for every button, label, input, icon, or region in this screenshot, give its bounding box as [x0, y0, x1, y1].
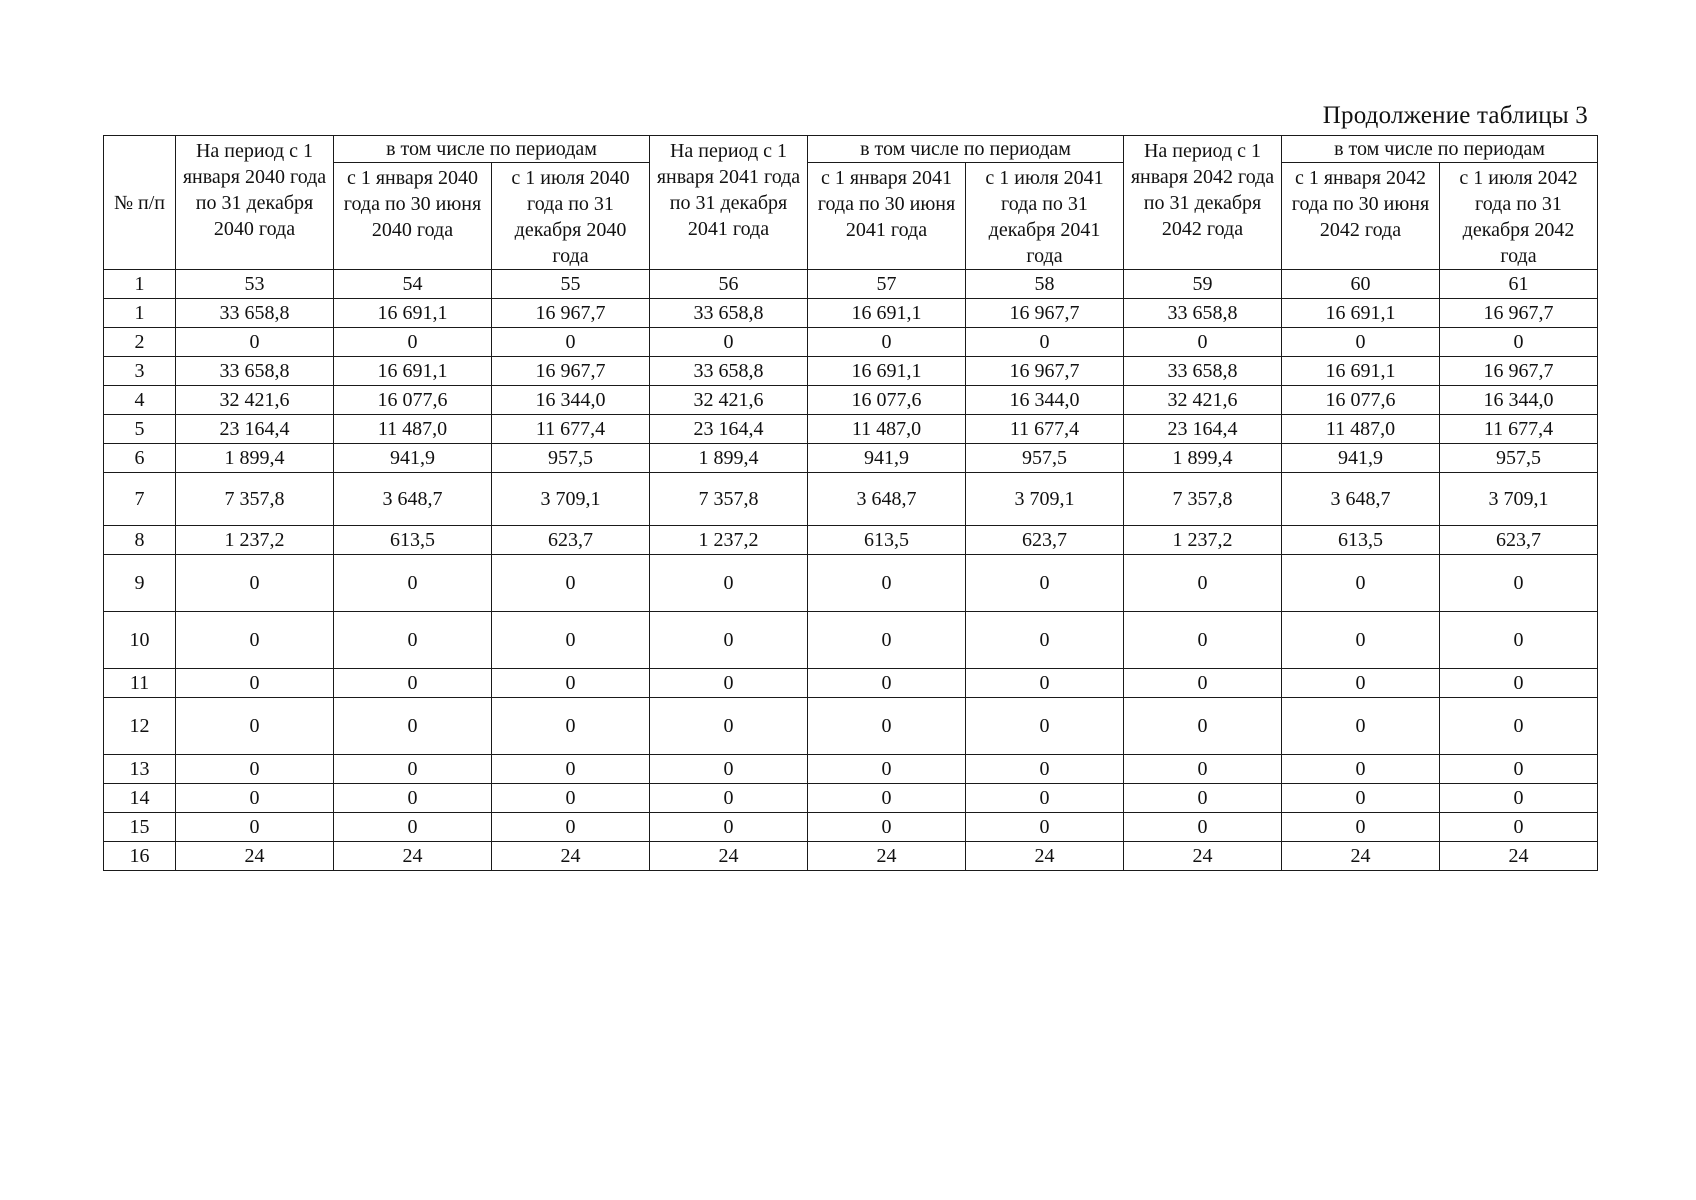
table-cell: 0 — [334, 698, 492, 755]
table-cell: 0 — [1440, 328, 1598, 357]
table-cell: 0 — [1440, 669, 1598, 698]
table-cell: 24 — [1124, 842, 1282, 871]
table-cell: 0 — [650, 669, 808, 698]
table-cell: 0 — [334, 755, 492, 784]
table-cell: 957,5 — [492, 444, 650, 473]
table-row — [104, 842, 1598, 871]
table-cell: 0 — [650, 612, 808, 669]
table-cell: 0 — [966, 813, 1124, 842]
table-cell: 3 709,1 — [492, 473, 650, 526]
table-cell: 0 — [650, 755, 808, 784]
row-number-cell: 10 — [104, 612, 176, 669]
table-cell: 0 — [1282, 328, 1440, 357]
table-cell: 33 658,8 — [176, 299, 334, 328]
table-cell: 0 — [492, 612, 650, 669]
table-cell: 0 — [176, 612, 334, 669]
table-cell: 0 — [966, 698, 1124, 755]
table-cell: 11 677,4 — [1440, 415, 1598, 444]
table-cell: 0 — [1124, 328, 1282, 357]
table-cell: 0 — [1282, 612, 1440, 669]
table-row — [104, 755, 1598, 784]
table-cell: 941,9 — [334, 444, 492, 473]
column-number-cell: 61 — [1440, 270, 1598, 299]
table-cell: 941,9 — [1282, 444, 1440, 473]
column-number-cell: 56 — [650, 270, 808, 299]
header-2040-second-half: с 1 июля 2040 года по 31 декабря 2040 года — [492, 163, 650, 270]
table-cell: 16 691,1 — [808, 299, 966, 328]
table-row — [104, 612, 1598, 669]
table-cell: 0 — [1282, 813, 1440, 842]
table-cell: 24 — [334, 842, 492, 871]
table-cell: 16 967,7 — [492, 299, 650, 328]
table-cell: 0 — [176, 813, 334, 842]
row-number-cell: 6 — [104, 444, 176, 473]
table-cell: 3 709,1 — [966, 473, 1124, 526]
table-cell: 0 — [176, 784, 334, 813]
table-cell: 33 658,8 — [176, 357, 334, 386]
table-cell: 0 — [650, 328, 808, 357]
table-cell: 1 899,4 — [1124, 444, 1282, 473]
table-cell: 0 — [176, 555, 334, 612]
table-cell: 16 077,6 — [808, 386, 966, 415]
header-2041-first-half: с 1 января 2041 года по 30 июня 2041 года — [808, 163, 966, 270]
table-cell: 0 — [1440, 784, 1598, 813]
table-cell: 0 — [650, 813, 808, 842]
table-cell: 0 — [1282, 755, 1440, 784]
table-row — [104, 299, 1598, 328]
header-2042-first-half: с 1 января 2042 года по 30 июня 2042 года — [1282, 163, 1440, 270]
table-cell: 0 — [492, 784, 650, 813]
table-cell: 1 899,4 — [176, 444, 334, 473]
table-cell: 16 344,0 — [492, 386, 650, 415]
table-cell: 0 — [966, 669, 1124, 698]
table-cell: 3 709,1 — [1440, 473, 1598, 526]
column-number-cell: 53 — [176, 270, 334, 299]
table-cell: 0 — [176, 328, 334, 357]
table-cell: 24 — [1440, 842, 1598, 871]
table-cell: 23 164,4 — [1124, 415, 1282, 444]
table-cell: 0 — [650, 784, 808, 813]
header-2040-first-half: с 1 января 2040 года по 30 июня 2040 года — [334, 163, 492, 270]
table-cell: 0 — [1282, 784, 1440, 813]
table-row — [104, 526, 1598, 555]
column-number-row — [104, 270, 1598, 299]
table-cell: 16 967,7 — [966, 357, 1124, 386]
table-cell: 23 164,4 — [176, 415, 334, 444]
table-cell: 613,5 — [808, 526, 966, 555]
table-cell: 16 077,6 — [1282, 386, 1440, 415]
table-cell: 0 — [1282, 555, 1440, 612]
table-cell: 7 357,8 — [176, 473, 334, 526]
table-cell: 0 — [650, 698, 808, 755]
row-number-cell: 4 — [104, 386, 176, 415]
table-cell: 0 — [1124, 669, 1282, 698]
table-cell: 23 164,4 — [650, 415, 808, 444]
table-cell: 3 648,7 — [334, 473, 492, 526]
header-including-2041: в том числе по периодам — [808, 136, 1124, 163]
table-cell: 957,5 — [1440, 444, 1598, 473]
table-cell: 11 677,4 — [492, 415, 650, 444]
table-cell: 623,7 — [966, 526, 1124, 555]
row-number-cell: 1 — [104, 299, 176, 328]
table-cell: 0 — [334, 555, 492, 612]
table-cell: 0 — [808, 784, 966, 813]
table-cell: 0 — [492, 669, 650, 698]
table-continuation-caption: Продолжение таблицы 3 — [1322, 102, 1588, 129]
table-cell: 0 — [334, 612, 492, 669]
table-cell: 11 487,0 — [1282, 415, 1440, 444]
table-cell: 0 — [966, 784, 1124, 813]
table-cell: 623,7 — [1440, 526, 1598, 555]
table-cell: 0 — [492, 555, 650, 612]
table-cell: 0 — [808, 669, 966, 698]
table-cell: 0 — [176, 669, 334, 698]
table-cell: 0 — [966, 328, 1124, 357]
table-cell: 16 691,1 — [1282, 357, 1440, 386]
table-cell: 0 — [1124, 813, 1282, 842]
table-cell: 33 658,8 — [1124, 357, 1282, 386]
table-cell: 0 — [176, 698, 334, 755]
table-cell: 0 — [1124, 612, 1282, 669]
table-cell: 16 967,7 — [1440, 299, 1598, 328]
table-cell: 33 658,8 — [650, 357, 808, 386]
table-cell: 0 — [966, 555, 1124, 612]
table-cell: 0 — [1440, 612, 1598, 669]
row-number-cell: 16 — [104, 842, 176, 871]
table-cell: 0 — [1440, 813, 1598, 842]
table-cell: 0 — [1124, 755, 1282, 784]
header-period-2042: На период с 1 января 2042 года по 31 декабря 2042 года — [1124, 136, 1282, 270]
header-period-2040: На период с 1 января 2040 года по 31 декабря 2040 года — [176, 136, 334, 270]
table-cell: 16 691,1 — [1282, 299, 1440, 328]
table-cell: 24 — [966, 842, 1124, 871]
table-cell: 0 — [492, 813, 650, 842]
header-including-2042: в том числе по периодам — [1282, 136, 1598, 163]
table-row — [104, 357, 1598, 386]
table-cell: 32 421,6 — [176, 386, 334, 415]
table-cell: 623,7 — [492, 526, 650, 555]
table-cell: 957,5 — [966, 444, 1124, 473]
table-row — [104, 669, 1598, 698]
table-cell: 7 357,8 — [1124, 473, 1282, 526]
header-2041-second-half: с 1 июля 2041 года по 31 декабря 2041 года — [966, 163, 1124, 270]
table-cell: 0 — [1124, 698, 1282, 755]
row-number-cell: 14 — [104, 784, 176, 813]
header-num: № п/п — [104, 136, 176, 270]
table-cell: 16 967,7 — [966, 299, 1124, 328]
table-cell: 0 — [808, 612, 966, 669]
table-cell: 613,5 — [334, 526, 492, 555]
column-number-cell: 59 — [1124, 270, 1282, 299]
data-table — [103, 135, 1598, 871]
table-row — [104, 784, 1598, 813]
table-cell: 0 — [1282, 669, 1440, 698]
table-cell: 1 237,2 — [176, 526, 334, 555]
row-number-cell: 5 — [104, 415, 176, 444]
header-row-top — [104, 136, 1598, 163]
table-body — [104, 136, 1598, 871]
table-cell: 0 — [1124, 555, 1282, 612]
column-number-cell: 60 — [1282, 270, 1440, 299]
column-number-cell: 58 — [966, 270, 1124, 299]
row-number-cell: 2 — [104, 328, 176, 357]
table-cell: 0 — [1124, 784, 1282, 813]
column-number-cell: 54 — [334, 270, 492, 299]
table-cell: 0 — [492, 328, 650, 357]
row-number-cell: 7 — [104, 473, 176, 526]
column-number-cell: 57 — [808, 270, 966, 299]
row-number-cell: 3 — [104, 357, 176, 386]
table-cell: 0 — [1440, 698, 1598, 755]
table-cell: 0 — [808, 755, 966, 784]
table-cell: 0 — [492, 698, 650, 755]
table-cell: 3 648,7 — [1282, 473, 1440, 526]
row-number-cell: 12 — [104, 698, 176, 755]
column-number-cell: 55 — [492, 270, 650, 299]
table-cell: 0 — [966, 612, 1124, 669]
header-period-2041: На период с 1 января 2041 года по 31 декабря 2041 года — [650, 136, 808, 270]
table-row — [104, 555, 1598, 612]
table-row — [104, 386, 1598, 415]
row-number-cell: 8 — [104, 526, 176, 555]
table-cell: 0 — [334, 784, 492, 813]
table-cell: 24 — [808, 842, 966, 871]
table-cell: 16 077,6 — [334, 386, 492, 415]
table-cell: 16 691,1 — [334, 357, 492, 386]
table-cell: 33 658,8 — [650, 299, 808, 328]
table-cell: 0 — [334, 328, 492, 357]
table-cell: 0 — [1282, 698, 1440, 755]
table-cell: 16 967,7 — [492, 357, 650, 386]
table-cell: 16 691,1 — [334, 299, 492, 328]
column-number-cell: 1 — [104, 270, 176, 299]
table-cell: 0 — [334, 669, 492, 698]
table-cell: 1 237,2 — [1124, 526, 1282, 555]
row-number-cell: 9 — [104, 555, 176, 612]
header-2042-second-half: с 1 июля 2042 года по 31 декабря 2042 года — [1440, 163, 1598, 270]
table-cell: 24 — [492, 842, 650, 871]
table-row — [104, 698, 1598, 755]
table-cell: 0 — [492, 755, 650, 784]
row-number-cell: 15 — [104, 813, 176, 842]
table-cell: 24 — [650, 842, 808, 871]
table-row — [104, 328, 1598, 357]
table-row — [104, 415, 1598, 444]
table-cell: 0 — [966, 755, 1124, 784]
table-row — [104, 473, 1598, 526]
table-cell: 1 899,4 — [650, 444, 808, 473]
table-cell: 16 691,1 — [808, 357, 966, 386]
table-cell: 16 967,7 — [1440, 357, 1598, 386]
header-including-2040: в том числе по периодам — [334, 136, 650, 163]
table-cell: 0 — [176, 755, 334, 784]
table-cell: 16 344,0 — [1440, 386, 1598, 415]
table-cell: 24 — [1282, 842, 1440, 871]
table-cell: 11 487,0 — [334, 415, 492, 444]
table-cell: 3 648,7 — [808, 473, 966, 526]
table-cell: 11 677,4 — [966, 415, 1124, 444]
row-number-cell: 13 — [104, 755, 176, 784]
table-cell: 7 357,8 — [650, 473, 808, 526]
table-cell: 32 421,6 — [1124, 386, 1282, 415]
table-cell: 0 — [808, 555, 966, 612]
table-cell: 24 — [176, 842, 334, 871]
table-cell: 0 — [808, 328, 966, 357]
table-cell: 0 — [808, 813, 966, 842]
table-cell: 0 — [1440, 555, 1598, 612]
table-row — [104, 444, 1598, 473]
table-cell: 941,9 — [808, 444, 966, 473]
table-cell: 613,5 — [1282, 526, 1440, 555]
row-number-cell: 11 — [104, 669, 176, 698]
table-cell: 33 658,8 — [1124, 299, 1282, 328]
table-cell: 16 344,0 — [966, 386, 1124, 415]
table-cell: 0 — [650, 555, 808, 612]
table-cell: 0 — [334, 813, 492, 842]
table-cell: 0 — [808, 698, 966, 755]
table-row — [104, 813, 1598, 842]
table-cell: 1 237,2 — [650, 526, 808, 555]
table-cell: 0 — [1440, 755, 1598, 784]
table-cell: 11 487,0 — [808, 415, 966, 444]
table-cell: 32 421,6 — [650, 386, 808, 415]
